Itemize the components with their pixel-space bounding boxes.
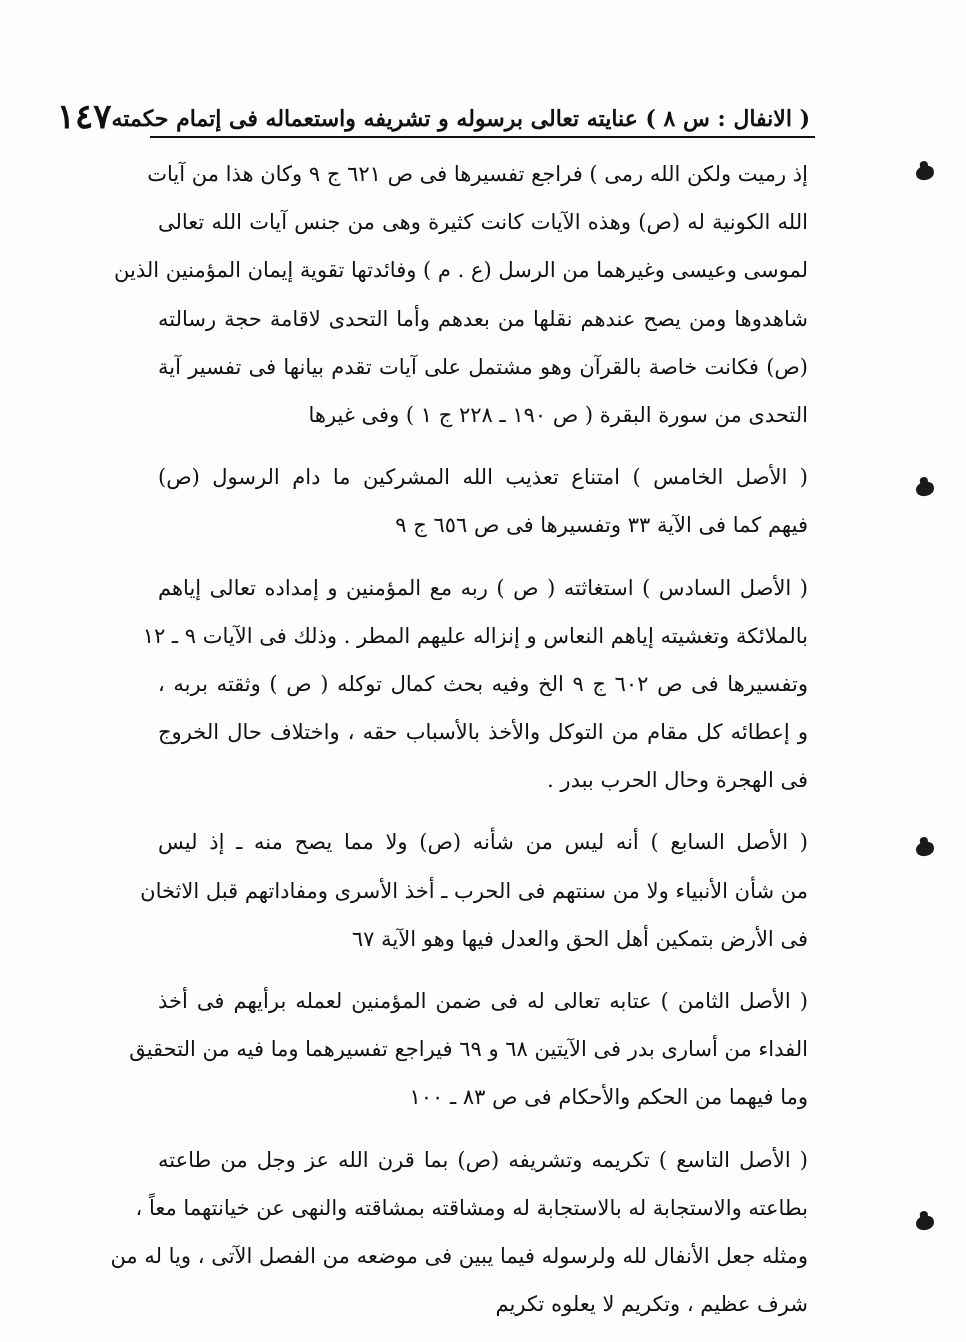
text-line: بطاعته والاستجابة له بالاستجابة له ومشاقته بمشاقته والنهى عن خيانتهما معاً ، [135, 1195, 808, 1220]
text-line: لموسى وعيسى وغيرهما من الرسل (ع . م ) وفائدتها تقوية إيمان المؤمنين الذين [114, 258, 808, 283]
text-line: إذ رميت ولكن الله رمى ) فراجع تفسيرها فى ص ٦٢١ ج ٩ وكان هذا من آيات [147, 162, 808, 186]
paragraph-principle-8 [129, 977, 808, 1122]
text-line: فيهم كما فى الآية ٣٣ وتفسيرها فى ص ٦٥٦ ج ٩ [395, 513, 808, 538]
text-line: (ص) فكانت خاصة بالقرآن وهو مشتمل على آيات تقدم بيانها فى تفسير آية [158, 354, 808, 379]
text-line: ( الأصل السابع ) أنه ليس من شأنه (ص) ولا مما يصح منه ـ إذ ليس [158, 830, 808, 855]
text-line: الفداء من أسارى بدر فى الآيتين ٦٨ و ٦٩ فيراجع تفسيرهما وما فيه من التحقيق [129, 1037, 808, 1062]
margin-ornament-icon [915, 481, 935, 497]
text-line: من شأن الأنبياء ولا من سنتهم فى الحرب ـ أخذ الأسرى ومفاداتهم قبل الاثخان [140, 878, 808, 903]
text-line: ( الأصل التاسع ) تكريمه وتشريفه (ص) بما قرن الله عز وجل من طاعته [158, 1147, 808, 1172]
text-line: ( الأصل الثامن ) عتابه تعالى له فى ضمن المؤمنين لعمله برأيهم فى أخذ [158, 989, 808, 1013]
text-line: شرف عظيم ، وتكريم لا يعلوه تكريم [495, 1292, 808, 1317]
text-line: ( الأصل السادس ) استغاثته ( ص ) ربه مع المؤمنين و إمداده تعالى إياهم [158, 575, 808, 600]
text-line: ومثله جعل الأنفال لله ولرسوله فيما يبين فى موضعه من الفصل الآتى ، ويا له من [110, 1243, 808, 1268]
running-header [56, 88, 810, 137]
text-line: فى الأرض بتمكين أهل الحق والعدل فيها وهو الآية ٦٧ [351, 926, 808, 951]
page-number: ١٤٧ [56, 97, 112, 137]
paragraph-principle-7 [140, 818, 808, 963]
text-line: وما فيهما من الحكم والأحكام فى ص ٨٣ ـ ١٠٠ [409, 1085, 808, 1110]
paragraph-verse-continuation [114, 150, 808, 439]
paragraph-principle-6 [142, 564, 808, 805]
text-line: فى الهجرة وحال الحرب ببدر . [547, 768, 808, 793]
header-title: ( الانفال : س ٨ ) عنايته تعالى برسوله و تشريفه واستعماله فى إتمام حكمته [111, 106, 810, 132]
header-rule [150, 136, 815, 138]
margin-ornament-icon [915, 841, 935, 857]
body-text [110, 150, 808, 1328]
text-line: وتفسيرها فى ص ٦٠٢ ج ٩ الخ وفيه بحث كمال توكله ( ص ) وثقته بربه ، [158, 671, 808, 696]
margin-ornament-icon [915, 1215, 935, 1231]
paragraph-principle-5 [158, 453, 808, 549]
text-line: بالملائكة وتغشيته إياهم النعاس و إنزاله عليهم المطر . وذلك فى الآيات ٩ ـ ١٢ [142, 623, 808, 648]
paragraph-principle-9 [110, 1136, 808, 1329]
margin-ornament-icon [915, 165, 935, 181]
text-line: الله الكونية له (ص) وهذه الآيات كانت كثيرة وهى من جنس آيات الله تعالى [158, 210, 808, 235]
text-line: ( الأصل الخامس ) امتناع تعذيب الله المشركين ما دام الرسول (ص) [158, 465, 808, 490]
text-line: شاهدوها ومن يصح عندهم نقلها من بعدهم وأما التحدى لاقامة حجة رسالته [158, 306, 808, 331]
text-line: و إعطائه كل مقام من التوكل والأخذ بالأسباب حقه ، واختلاف حال الخروج [158, 720, 808, 745]
text-line: التحدى من سورة البقرة ( ص ١٩٠ ـ ٢٢٨ ج ١ ) وفى غيرها [308, 402, 808, 427]
